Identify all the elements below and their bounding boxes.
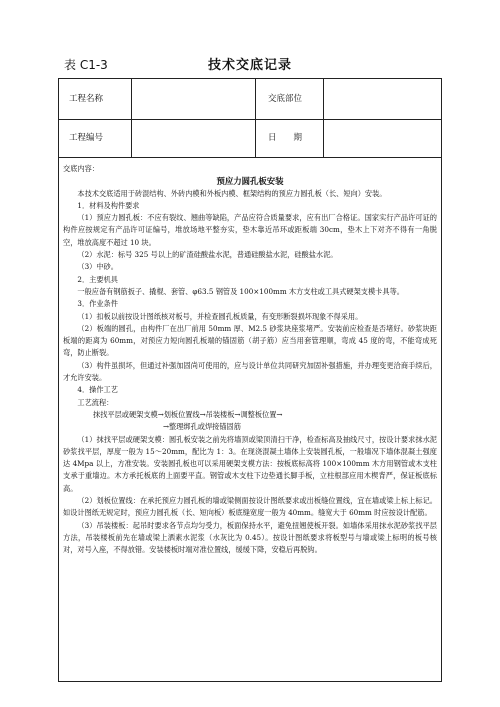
- form-number: 表 C1-3: [64, 58, 108, 72]
- content-subtitle: 预应力圆孔板安装: [216, 176, 284, 187]
- section-heading: 2．主要机具: [77, 274, 118, 284]
- section-heading: 3．作业条件: [77, 299, 118, 309]
- date-label: 日 期: [268, 133, 303, 143]
- paragraph: （1）抹找平层或硬架支模：圆孔板安装之前先将墙顶或梁顶清扫干净，检查标高及抽线尺寸，按设计要求抹水泥砂浆找平层，厚度一般为 15～20mm，配比为 1：3。在现浇混凝土墙体上安装圆孔板，一般墙况下墙体混凝土强度达 4Mpa 以上，方准安装。安装圆孔板也可以采用硬架支模方法：按板底标高将 100×100mm 木方用钢管或木支柱支承于重墙边。木方承托板底的上面要平直。钢管或木支柱下边垫通长脚手板，立柱根部应用木楔背严，保证板底标高。: [63, 434, 437, 493]
- paragraph: 工艺流程：: [77, 397, 114, 407]
- paragraph: （3）构件虽损坏，但通过补强加固尚可使用的，应与设计单位共同研究加固补强措施，并办理变更洽商手续后，才允许安装。: [63, 360, 437, 383]
- paragraph: （3）中砂。: [77, 262, 118, 272]
- handover-dept-label: 交底部位: [268, 94, 303, 104]
- handover-content: [63, 163, 437, 557]
- paragraph: （1）预应力圆孔板：不应有裂纹、翘曲等缺陷，产品应符合质量要求，应有出厂合格证。国家实行产品许可证的构件应按规定有产品许可证编号，堆放场地平整夯实，垫木靠近吊环或距板端 30cm，垫木上下对齐不得有一角脱空，堆放高度不超过 10 块。: [63, 213, 437, 247]
- paragraph: （1）扣板以前按设计图纸核对板号，并检查圆孔板质量，有变形断裂损坏现象不得采用。: [77, 311, 363, 321]
- project-no-label: 工程编号: [69, 133, 104, 143]
- document-title: 技术交底记录: [207, 58, 292, 73]
- record-form: [58, 78, 442, 682]
- info-row-1: [59, 79, 441, 120]
- process-flow-line-1: 抹找平层或硬架支模→划板位置线→吊装楼板→调整板位置→: [93, 409, 283, 419]
- process-flow-line-2: →整理绑孔或焊接锚固筋: [163, 422, 241, 432]
- paragraph: 一般应备有钢筋扳子、撬棍、套管、φ63.5 钢管及 100×100mm 木方支柱或工具式硬架支模卡具等。: [77, 286, 404, 296]
- paragraph: （3）吊装楼板：起吊时要求各节点均匀受力，板面保持水平，避免扭翘使板开裂。如墙体采用抹水泥砂浆找平层方法，吊装楼板前先在墙或梁上洒素水泥浆（水灰比为 0.45）。按设计图纸要求将板型号与墙或梁上标明的板号核对，对号入座，不得放错。安装楼板时端对准位置线，缓缓下降，安稳后再脱钩。: [63, 520, 437, 555]
- content-label: 交底内容：: [63, 164, 99, 173]
- paragraph: 本技术交底适用于砖混结构、外砖内模和外板内模、框架结构的预应力圆孔板（长、短向）安装。: [77, 188, 387, 198]
- section-heading: 4．操作工艺: [77, 385, 118, 395]
- paragraph: （2）水泥：标号 325 号以上的矿渣硅酸盐水泥，普通硅酸盐水泥，硅酸盐水泥。: [77, 250, 338, 260]
- project-name-label: 工程名称: [69, 94, 104, 104]
- info-row-2: [59, 119, 441, 158]
- paragraph: （2）板端的圆孔，由构件厂在出厂前用 50mm 厚、M2.5 砂浆块座浆堵严。安装前应检查是否堵好。砂浆块距板端的距离为 60mm，对预应力短向圆孔板端的锚固筋（胡子筋）应当用套管理顺，弯成 45 度的弯，不能弯成死弯，防止断裂。: [63, 323, 437, 358]
- paragraph: （2）划板位置线：在承托预应力圆孔板的墙或梁侧面按设计图纸要求或出板缝位置线，宜在墙或梁上标上标记。如设计图纸无规定时，预应力圆孔板（长、短向板）板底缝宽度一般为 40mm。缝宽大于 60mm 时应按设计配筋。: [63, 496, 437, 518]
- section-heading: 1．材料及构件要求: [77, 200, 140, 210]
